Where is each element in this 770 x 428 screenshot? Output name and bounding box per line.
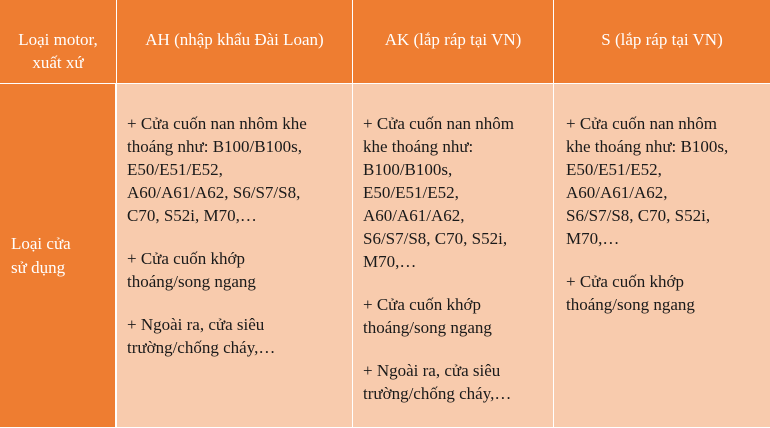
header-ak-label: AK (lắp ráp tại VN) xyxy=(384,30,522,49)
ah-item-3: + Ngoài ra, cửa siêu trường/chống cháy,… xyxy=(127,315,276,357)
ak-item-1: + Cửa cuốn nan nhôm khe thoáng như: B100/B100s, E50/E51/E52, A60/A61/A62, S6/S7/S8, C70, S52i, M70,… xyxy=(363,114,514,271)
header-ah-label: AH (nhập khẩu Đài Loan) xyxy=(145,30,324,49)
row-label-text: Loại cửa sử dụng xyxy=(11,233,71,277)
header-ak xyxy=(353,0,554,84)
ak-item-3: + Ngoài ra, cửa siêu trường/chống cháy,… xyxy=(363,361,512,403)
ah-item-2: + Cửa cuốn khớp thoáng/song ngang xyxy=(127,249,256,291)
header-s-label: S (lắp ráp tại VN) xyxy=(601,30,723,49)
s-item-1: + Cửa cuốn nan nhôm khe thoáng như: B100s, E50/E51/E52, A60/A61/A62, S6/S7/S8, C70, S52i, M70,… xyxy=(566,114,729,248)
cell-ah-door-types xyxy=(117,84,353,428)
row-label-door-type xyxy=(0,84,117,428)
ak-item-2: + Cửa cuốn khớp thoáng/song ngang xyxy=(363,295,492,337)
s-item-2: + Cửa cuốn khớp thoáng/song ngang xyxy=(566,272,695,314)
header-s xyxy=(554,0,770,84)
cell-s-door-types xyxy=(554,84,770,428)
header-motor-origin xyxy=(0,0,117,84)
header-motor-origin-label: Loại motor, xuất xứ xyxy=(18,30,98,72)
ah-item-1: + Cửa cuốn nan nhôm khe thoáng như: B100/B100s, E50/E51/E52, A60/A61/A62, S6/S7/S8, C70, S52i, M70,… xyxy=(127,114,307,225)
cell-ak-door-types xyxy=(353,84,554,428)
header-ah xyxy=(117,0,353,84)
